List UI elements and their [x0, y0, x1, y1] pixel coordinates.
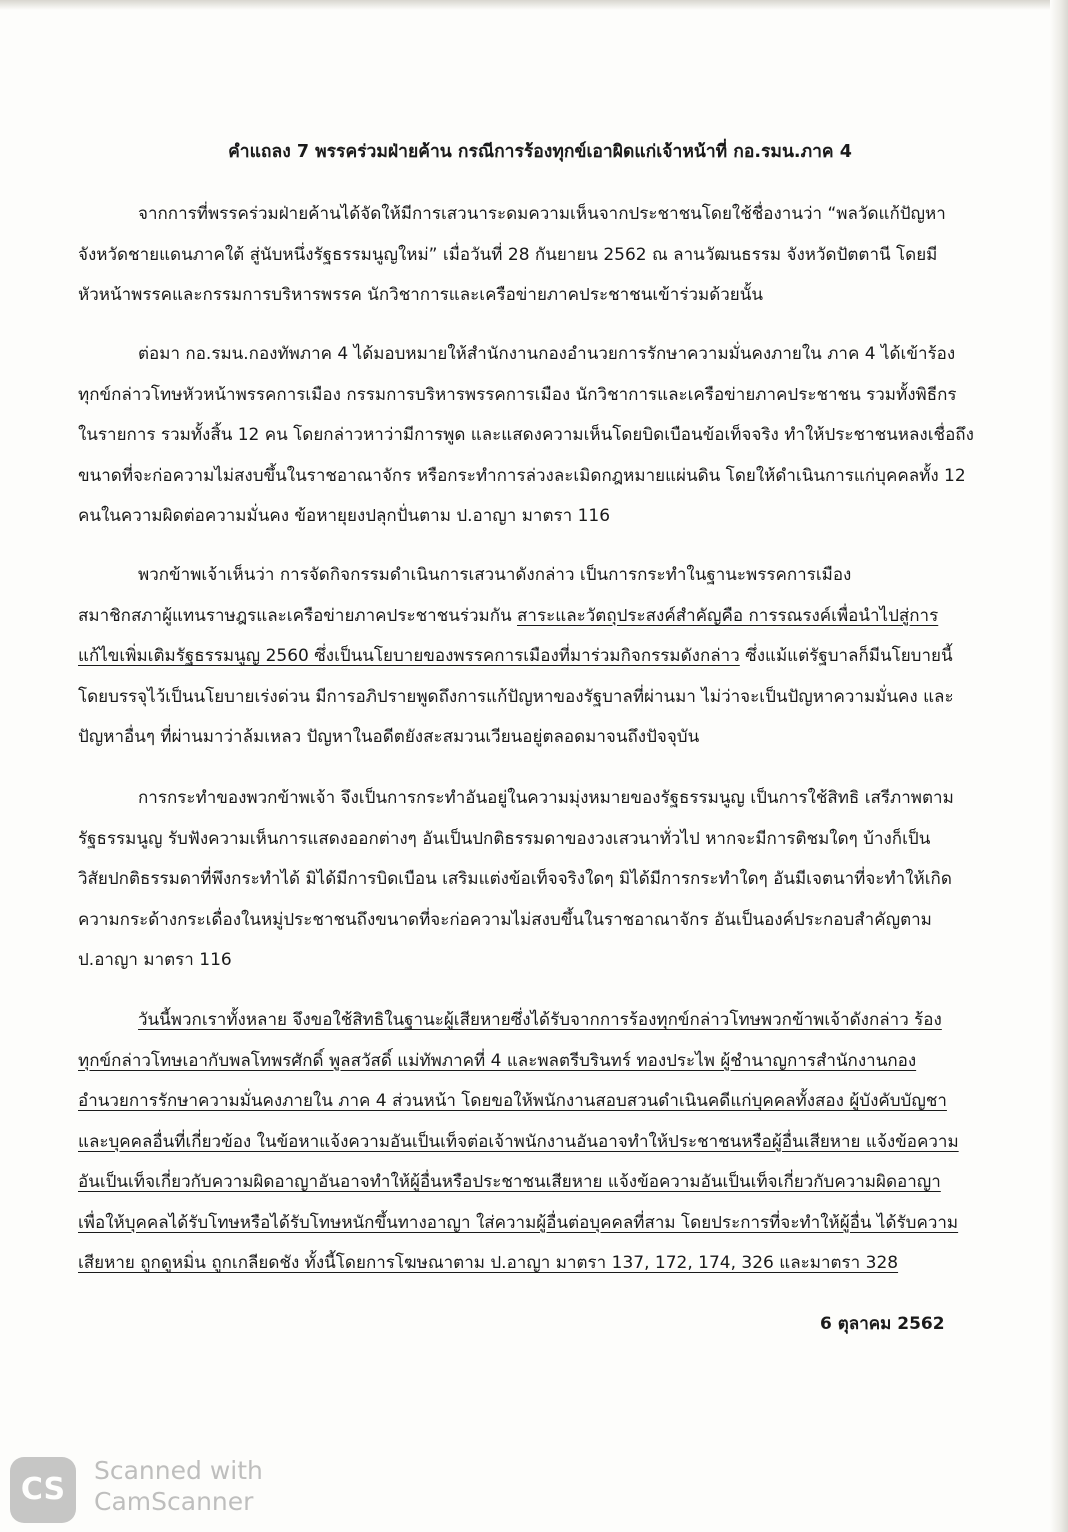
- camscanner-watermark: [10, 1455, 310, 1525]
- text-line: ขนาดที่จะก่อความไม่สงบขึ้นในราชอาณาจักร หรือกระทำการล่วงละเมิดกฎหมายแผ่นดิน โดยให้ดำเนินการแก่บุคคลทั้ง 12: [78, 465, 966, 486]
- text-line: [78, 1203, 1023, 1244]
- text-line: รัฐธรรมนูญ รับฟังความเห็นการแสดงออกต่างๆ อันเป็นปกติธรรมดาของวงเสวนาทั่วไป หากจะมีการติชมใดๆ บ้างก็เป็น: [78, 828, 931, 849]
- underlined-text-segment: สาระและวัตถุประสงค์สำคัญคือ การรณรงค์เพื่อนำไปสู่การ: [517, 605, 939, 626]
- text-line: หัวหน้าพรรคและกรรมการบริหารพรรค นักวิชาการและเครือข่ายภาคประชาชนเข้าร่วมด้วยนั้น: [78, 285, 763, 305]
- watermark-text: [94, 1455, 263, 1517]
- text-line: การกระทำของพวกข้าพเจ้า จึงเป็นการกระทำอันอยู่ในความมุ่งหมายของรัฐธรรมนูญ เป็นการใช้สิทธิ เสรีภาพตาม: [138, 788, 954, 808]
- underlined-text-segment: เสียหาย ถูกดูหมิ่น ถูกเกลียดชัง ทั้งนี้โดยการโฆษณาตาม ป.อาญา มาตรา 137, 172, 174, 326 และมาตรา 328: [78, 1253, 899, 1273]
- text-line: พวกข้าพเจ้าเห็นว่า การจัดกิจกรรมดำเนินการเสวนาดังกล่าว เป็นการกระทำในฐานะพรรคการเมือง: [138, 565, 852, 585]
- text-line: [78, 1041, 1023, 1082]
- text-line: [78, 1162, 1023, 1203]
- text-segment: ซึ่งแม้แต่รัฐบาลก็มีนโยบายนี้: [739, 646, 953, 666]
- text-line: โดยบรรจุไว้เป็นนโยบายเร่งด่วน มีการอภิปรายพูดถึงการแก้ปัญหาของรัฐบาลที่ผ่านมา ไม่ว่าจะเป็นปัญหาความมั่นคง และ: [78, 686, 954, 707]
- page-top-shadow: [0, 0, 1068, 10]
- text-segment: สมาชิกสภาผู้แทนราษฎรและเครือข่ายภาคประชาชนร่วมกัน: [78, 605, 518, 626]
- text-line: [78, 1081, 1023, 1122]
- underlined-text-segment: และบุคคลอื่นที่เกี่ยวข้อง ในข้อหาแจ้งความอันเป็นเท็จต่อเจ้าพนักงานอันอาจทำให้ประชาชนหรือผู้อื่นเสียหาย แจ้งข้อความ: [78, 1131, 959, 1152]
- text-line: ความกระด้างกระเดื่องในหมู่ประชาชนถึงขนาดที่จะก่อความไม่สงบขึ้นในราชอาณาจักร อันเป็นองค์ประกอบสำคัญตาม: [78, 909, 932, 930]
- paragraph-3: [78, 555, 1023, 758]
- underlined-text-segment: ทุกข์กล่าวโทษเอากับพลโทพรศักดิ์ พูลสวัสดิ์ แม่ทัพภาคที่ 4 และพลตรีบรินทร์ ทองประไพ ผู้ชำนาญการสำนักงานกอง: [78, 1050, 917, 1071]
- text-line: [78, 1243, 1023, 1284]
- document-title: คำแถลง 7 พรรคร่วมฝ่ายค้าน กรณีการร้องทุกข์เอาผิดแก่เจ้าหน้าที่ กอ.รมน.ภาค 4: [228, 142, 852, 162]
- text-line: ป.อาญา มาตรา 116: [78, 950, 232, 970]
- text-line: ในรายการ รวมทั้งสิ้น 12 คน โดยกล่าวหาว่ามีการพูด และแสดงความเห็นโดยบิดเบือนข้อเท็จจริง ทำให้ประชาชนหลงเชื่อถึง: [78, 425, 974, 445]
- paragraph-1: [78, 194, 1023, 316]
- paragraph-4: [78, 778, 1023, 981]
- watermark-line-1: Scanned with: [94, 1456, 263, 1485]
- text-line: คนในความผิดต่อความมั่นคง ข้อหายุยงปลุกปั่นตาม ป.อาญา มาตรา 116: [78, 506, 611, 526]
- paragraph-5: [78, 1000, 1023, 1284]
- text-line: จากการที่พรรคร่วมฝ่ายค้านได้จัดให้มีการเสวนาระดมความเห็นจากประชาชนโดยใช้ชื่องานว่า “พลวัดแก้ปัญหา: [138, 204, 946, 224]
- text-line: ปัญหาอื่นๆ ที่ผ่านมาว่าล้มเหลว ปัญหาในอดีตยังสะสมวนเวียนอยู่ตลอดมาจนถึงปัจจุบัน: [78, 727, 700, 747]
- paragraph-2: [78, 334, 1023, 537]
- text-line: [78, 1122, 1023, 1163]
- underlined-text-segment: อำนวยการรักษาความมั่นคงภายใน ภาค 4 ส่วนหน้า โดยขอให้พนักงานสอบสวนดำเนินคดีแก่บุคคลทั้งสอง ผู้บังคับบัญชา: [78, 1091, 947, 1111]
- watermark-line-2: CamScanner: [94, 1487, 254, 1516]
- underlined-text-segment: เพื่อให้บุคคลได้รับโทษหรือได้รับโทษหนักขึ้นทางอาญา ใส่ความผู้อื่นต่อบุคคลที่สาม โดยประการที่จะทำให้ผู้อื่น ได้รับความ: [78, 1212, 959, 1233]
- camscanner-logo-icon: CS: [10, 1457, 76, 1523]
- document-date: 6 ตุลาคม 2562: [820, 1314, 945, 1334]
- text-line: [78, 636, 1023, 677]
- page-right-shadow: [1050, 0, 1068, 1532]
- underlined-text-segment: อันเป็นเท็จเกี่ยวกับความผิดอาญาอันอาจทำให้ผู้อื่นหรือประชาชนเสียหาย แจ้งข้อความอันเป็นเท็จเกี่ยวกับความผิดอาญา: [78, 1172, 941, 1192]
- underlined-text-segment: วันนี้พวกเราทั้งหลาย จึงขอใช้สิทธิในฐานะผู้เสียหายซึ่งได้รับจากการร้องทุกข์กล่าวโทษพวกข้าพเจ้าดังกล่าว ร้อง: [138, 1010, 942, 1030]
- text-line: ต่อมา กอ.รมน.กองทัพภาค 4 ได้มอบหมายให้สำนักงานกองอำนวยการรักษาความมั่นคงภายใน ภาค 4 ได้เข้าร้อง: [138, 344, 956, 364]
- text-line: [78, 1000, 1023, 1041]
- text-line: ทุกข์กล่าวโทษหัวหน้าพรรคการเมือง กรรมการบริหารพรรคการเมือง นักวิชาการและเครือข่ายภาคประชาชน รวมทั้งพิธีกร: [78, 384, 957, 405]
- underlined-text-segment: แก้ไขเพิ่มเติมรัฐธรรมนูญ 2560 ซึ่งเป็นนโยบายของพรรคการเมืองที่มาร่วมกิจกรรมดังกล่าว: [78, 646, 740, 666]
- text-line: [78, 596, 1023, 637]
- text-line: จังหวัดชายแดนภาคใต้ สู่นับหนึ่งรัฐธรรมนูญใหม่” เมื่อวันที่ 28 กันยายน 2562 ณ ลานวัฒนธรรม จังหวัดปัตตานี โดยมี: [78, 244, 938, 265]
- text-line: วิสัยปกติธรรมดาที่พึงกระทำได้ มิได้มีการบิดเบือน เสริมแต่งข้อเท็จจริงใดๆ มิได้มีการกระทำใดๆ อันมีเจตนาที่จะทำให้เกิด: [78, 869, 952, 889]
